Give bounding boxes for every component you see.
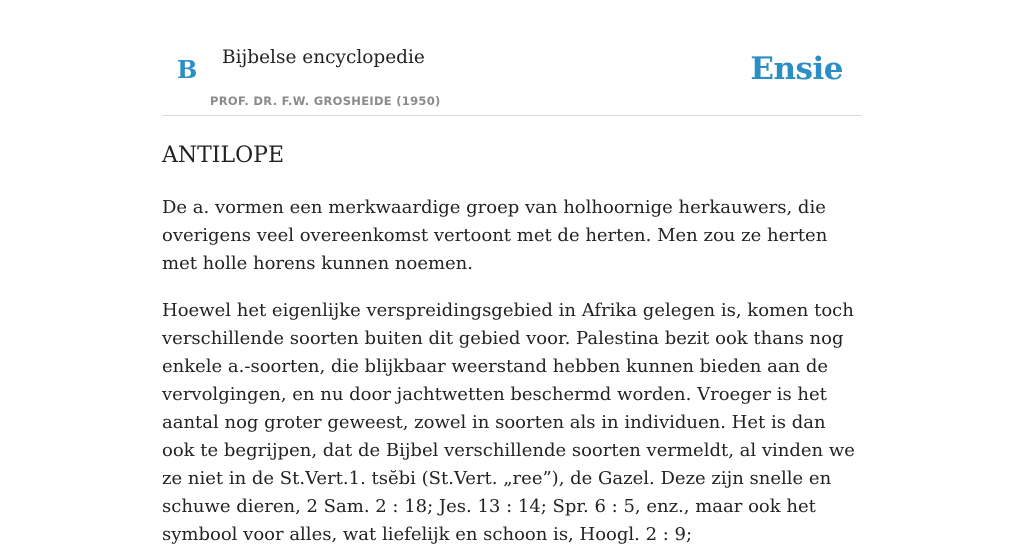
article-page bbox=[162, 0, 862, 549]
encyclopedia-author: PROF. DR. F.W. GROSHEIDE (1950) bbox=[210, 94, 441, 108]
encyclopedia-badge-icon[interactable]: B bbox=[177, 55, 198, 84]
article-paragraph-1: De a. vormen een merkwaardige groep van holhoornige herkauwers, die overigens veel overeenkomst vertoont met de herten. Men zou ze herten met holle horens kunnen noemen. bbox=[162, 197, 828, 274]
article-title: ANTILOPE bbox=[162, 143, 285, 168]
ensie-logo[interactable]: Ensie bbox=[750, 51, 843, 87]
encyclopedia-header bbox=[162, 0, 862, 116]
article-paragraph-2: Hoewel het eigenlijke verspreidingsgebied in Afrika gelegen is, komen toch verschillende soorten buiten dit gebied voor. Palestina bezit ook thans nog enkele a.-soorten, die blijkbaar weerstand hebben kunnen bieden aan de vervolgingen, en nu door jachtwetten beschermd worden. Vroeger is het aantal nog groter geweest, zowel in soorten als in individuen. Het is dan ook te begrijpen, dat de Bijbel verschillende soorten vermeldt, al vinden we ze niet in de St.Vert.1. tsĕbi (St.Vert. „ree”), de Gazel. Deze zijn snelle en schuwe dieren, 2 Sam. 2 : 18; Jes. 13 : 14; Spr. 6 : 5, enz., maar ook het symbool voor alles, wat liefelijk en schoon is, Hoogl. 2 : 9; bbox=[162, 300, 855, 545]
encyclopedia-title-link[interactable]: Bijbelse encyclopedie bbox=[222, 47, 425, 68]
